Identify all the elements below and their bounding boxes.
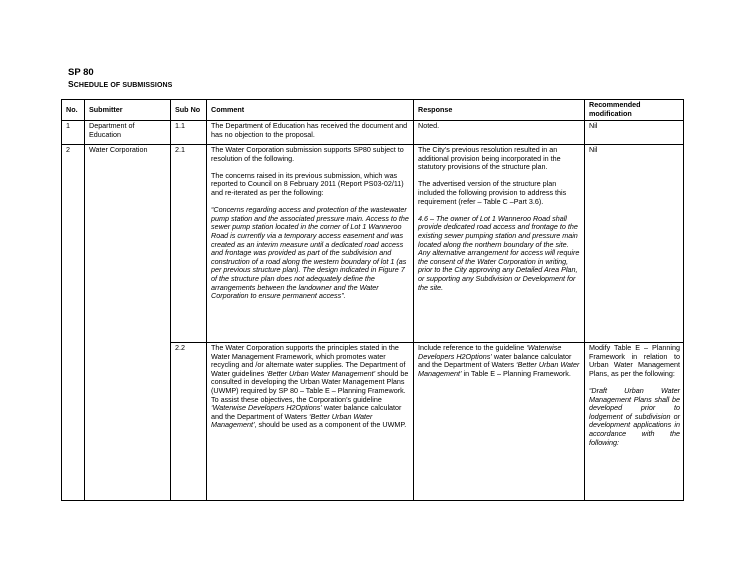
modification-quote: “Draft Urban Water Management Plans shall be developed prior to lodgement of subdivision or development applications in accordance with the following: bbox=[589, 385, 680, 447]
row-comment bbox=[207, 121, 414, 145]
modification-paragraph: Modify Table E – Planning Framework in relation to Urban Water Management Plans, as per the following: bbox=[589, 343, 680, 378]
response-text: Include reference to the guideline bbox=[418, 343, 527, 352]
response-text: water balance calculator and the Department of Waters bbox=[418, 351, 572, 370]
row-sub-no: 1.1 bbox=[171, 121, 207, 145]
comment-paragraph: The concerns raised in its previous submission, which was reported to Council on 8 February 2011 (Report PS03-02/11) and re-iterated as per the following: bbox=[211, 170, 404, 197]
response-guideline: ‘Better Urban Water Management’ bbox=[418, 360, 580, 378]
row-modification bbox=[585, 343, 684, 501]
response-paragraph: Noted. bbox=[418, 121, 440, 130]
row-submitter: Department of Education bbox=[85, 121, 171, 145]
schedule-table bbox=[61, 99, 684, 501]
modification-paragraph: Nil bbox=[589, 145, 598, 154]
response-paragraph: The advertised version of the structure plan included the following provision to address this requirement (refer – Table C –Part 3.6). bbox=[418, 179, 567, 206]
header-no: No. bbox=[62, 100, 85, 121]
table-header-row bbox=[62, 100, 684, 121]
comment-paragraph bbox=[211, 344, 410, 430]
subtitle-initial: S bbox=[68, 79, 74, 89]
row-comment bbox=[207, 343, 414, 501]
response-text: in Table E – Planning Framework. bbox=[461, 368, 571, 378]
header-modification: Recommended modification bbox=[585, 100, 684, 121]
row-no: 2 bbox=[62, 145, 85, 501]
response-guideline: ‘Waterwise Developers H2Options’ bbox=[418, 343, 562, 361]
page-subtitle bbox=[68, 79, 172, 91]
header-response: Response bbox=[414, 100, 585, 121]
header-submitter: Submitter bbox=[85, 100, 171, 121]
table-row bbox=[62, 145, 684, 343]
page-title: SP 80 bbox=[68, 67, 94, 78]
header-comment: Comment bbox=[207, 100, 414, 121]
row-response bbox=[414, 145, 585, 343]
response-provision: 4.6 – The owner of Lot 1 Wanneroo Road shall provide dedicated road access and frontage to the existing sewer pumping station and pressure main located along the northern boundary of the site. Any alternative arrangement for access will require the consent of the Water Corporation in writing, prior to the City approving any Detailed Area Plan, or supporting any Subdivision or Development for the site. bbox=[418, 213, 580, 292]
row-sub-no: 2.1 bbox=[171, 145, 207, 343]
comment-text: , should be used as a component of the UWMP. bbox=[254, 420, 407, 430]
row-comment bbox=[207, 145, 414, 343]
response-paragraph: The City’s previous resolution resulted in an additional provision being incorporated in the statutory provisions of the structure plan. bbox=[418, 145, 561, 172]
row-sub-no: 2.2 bbox=[171, 343, 207, 501]
row-response bbox=[414, 343, 585, 501]
comment-guideline: ‘Better Urban Water Management’ bbox=[211, 411, 373, 430]
response-paragraph bbox=[418, 344, 581, 378]
header-sub-no: Sub No bbox=[171, 100, 207, 121]
comment-guideline: ‘Waterwise Developers H2Options’ bbox=[211, 403, 322, 413]
comment-paragraph: The Water Corporation submission supports SP80 subject to resolution of the following. bbox=[211, 145, 404, 163]
subtitle-rest: CHEDULE OF SUBMISSIONS bbox=[73, 82, 173, 89]
row-modification bbox=[585, 145, 684, 343]
comment-text: should be consulted in developing the Urban Water Management Plans (UWMP) required by SP 80 – Table E – Planning Framework. To assist these objectives, the Corporation’s guideline bbox=[211, 368, 409, 404]
row-modification bbox=[585, 121, 684, 145]
comment-text: water balance calculator and the Department of Waters bbox=[211, 403, 402, 421]
row-submitter: Water Corporation bbox=[85, 145, 171, 501]
modification-paragraph: Nil bbox=[589, 121, 598, 130]
row-response bbox=[414, 121, 585, 145]
comment-text: The Water Corporation supports the principles stated in the Water Management Framework, which promotes water recycling and /or alternate water supplies. The Department of Water guidelines bbox=[211, 343, 406, 378]
row-no: 1 bbox=[62, 121, 85, 145]
comment-guideline: ‘Better Urban Water Management’ bbox=[266, 368, 376, 378]
comment-quote: “Concerns regarding access and protection of the wastewater pump station and the associated pressure main. Access to the sewer pump station located in the corner of Lot 1 Wanneroo Road is currently via a temporary access easement and was created as an interim measure until a dedicated road access and frontage was provided as part of the subdivision and construction of a road along the western boundary of lot 1 (as per previous structure plan). The design indicated in Figure 7 of the structure plan does not adequately define the arrangements between the landowner and the Water Corporation to ensure permanent access”. bbox=[211, 205, 409, 301]
comment-paragraph: The Department of Education has received the document and has no objection to the proposal. bbox=[211, 121, 408, 139]
table-row bbox=[62, 121, 684, 145]
